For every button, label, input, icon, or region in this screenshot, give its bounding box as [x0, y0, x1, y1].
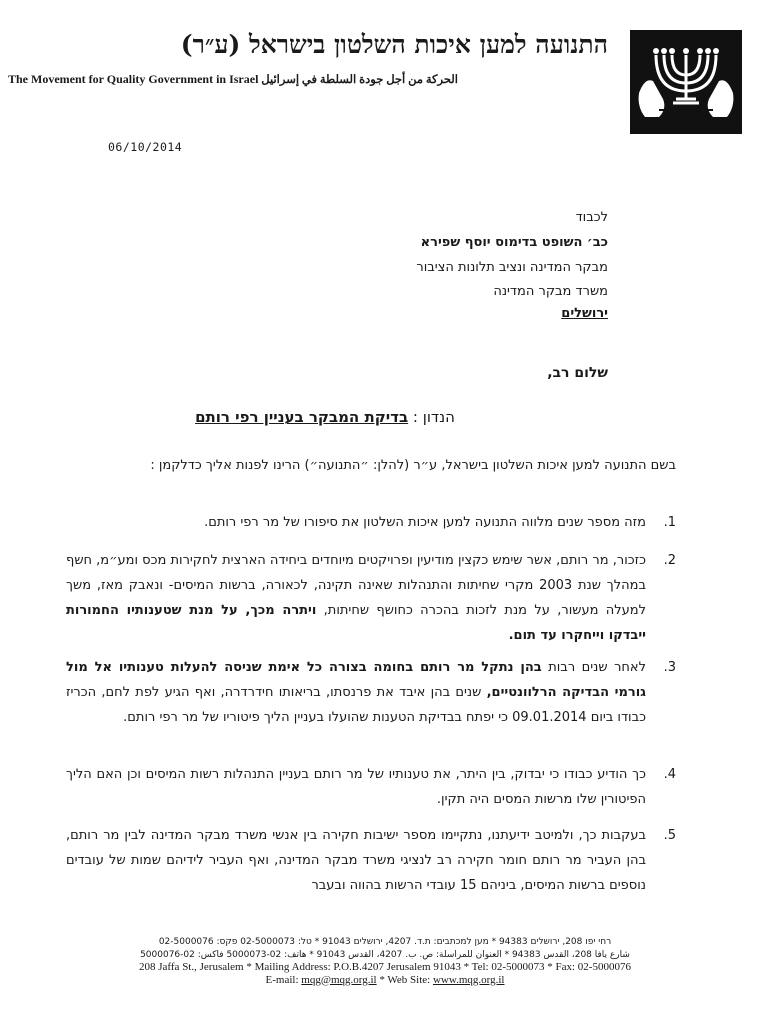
list-item: [66, 823, 676, 898]
item-text-bold: ויתרה מכך, על מנת שטענותיו החמורות ייבדקו וייחקרו עד תום.: [66, 603, 646, 643]
subject-line: [100, 408, 550, 426]
organization-name-english: The Movement for Quality Government in Israel: [8, 72, 259, 86]
item-number: 1.: [663, 515, 676, 530]
letter-date: 06/10/2014: [108, 140, 183, 154]
item-text: מזה מספר שנים מלווה התנועה למען איכות השלטון את סיפורו של מר רפי רותם.: [204, 515, 646, 530]
addressee-title: מבקר המדינה ונציב תלונות הציבור: [416, 260, 608, 275]
list-item: [66, 655, 676, 730]
addressee-name: כב׳ השופט בדימוס יוסף שפירא: [420, 235, 608, 250]
item-text-bold: בהן נתקל מר רותם בחומה בצורה כל אימת שניסה להעלות טענותיו אל מול גורמי הבדיקה הרלוונטיים,: [66, 660, 646, 700]
item-text: [66, 548, 646, 648]
list-item: [66, 548, 676, 648]
addressee-salutation: לכבוד: [575, 210, 608, 225]
item-number: 2.: [663, 553, 676, 568]
email-label: E-mail:: [265, 973, 299, 986]
menorah-emblem-icon: [630, 30, 742, 134]
website-link[interactable]: www.mqg.org.il: [432, 973, 505, 986]
item-number: 5.: [663, 828, 676, 843]
organization-name-hebrew: התנועה למען איכות השלטון בישראל (ע״ר): [180, 30, 608, 59]
subject-prefix: הנדון :: [412, 408, 455, 426]
item-number: 3.: [663, 660, 676, 675]
item-text-regular: לאחר שנים רבות: [548, 660, 646, 675]
greeting: שלום רב,: [547, 365, 608, 381]
list-item: [66, 510, 676, 535]
item-number: 4.: [663, 767, 676, 782]
intro-paragraph: בשם התנועה למען איכות השלטון בישראל, ע״ר (להלן: ״התנועה״) הרינו לפנות אליך כדלקמן :: [150, 458, 676, 473]
item-text-regular: שנים בהן איבד את פרנסתו, בריאותו חידרדרה, ואף הגיע לפת לחם, הכריז כבודו ביום 09.01.2014 כי יפתח בבדיקת הטענות שהועלו בעניין הליך פיטוריו של מר רפי רותם.: [66, 685, 646, 725]
item-text: [66, 655, 646, 730]
item-text-regular: כזכור, מר רותם, אשר שימש כקצין מודיעין ופרויקטים מיוחדים ביחידה הארצית לחקירות מכס ומע״מ, חשף במהלך שנת 2003 מקרי שחיתות והתנהלות שאינה תקינה, לכאורה, ברשות המיסים- ונאבק מאז, משך למעלה מעשור, על מנת לזכות בהכרה כחושף שחיתות,: [66, 553, 646, 618]
website-label: * Web Site:: [379, 973, 431, 986]
subject-topic: בדיקת המבקר בעניין רפי רותם: [195, 408, 409, 426]
list-item: [66, 762, 676, 812]
footer-english-address: 208 Jaffa St., Jerusalem * Mailing Address: P.O.B.4207 Jerusalem 91043 * Tel: 02-5000073 * Fax: 02-5000076: [139, 961, 631, 973]
organization-name-arabic: الحركة من أجل جودة السلطة في إسرائيل: [261, 74, 458, 86]
addressee-city: ירושלים: [561, 306, 608, 321]
letterhead-footer: [110, 936, 660, 986]
item-text: בעקבות כך, ולמיטב ידיעתנו, נתקיימו מספר ישיבות חקירה בין אנשי משרד מבקר המדינה לבין מר רותם, בהן העביר מר רותם חומר חקירה רב לנציגי משרד מבקר המדינה, ואף העביר לידיהם שמות של עובדים נוספים ברשות המיסים, ביניהם 15 עובדי הרשות בהווה ובעבר: [66, 828, 646, 893]
footer-contact: [110, 974, 660, 987]
email-link[interactable]: mqg@mqg.org.il: [301, 973, 377, 986]
item-text: כך הודיע כבודו כי יבדוק, בין היתר, את טענותיו של מר רותם בעניין התנהלות רשות המיסים וכן האם הליך הפיטורין שלו מרשות המסים היה תקין.: [66, 767, 646, 807]
footer-arabic-address: شارع يافا 208، القدس 94383 * العنوان للمراسلة: ص. ب. 4207، القدس 91043 * هاتف: 02-5000073 فاكس: 02-5000076: [140, 949, 630, 960]
organization-name-en-ar: [8, 72, 608, 87]
addressee-office: משרד מבקר המדינה: [493, 284, 608, 299]
footer-hebrew-address: רחי יפו 208, ירושלים 94383 * מען למכתבים: ת.ד. 4207, ירושלים 91043 * טל: 02-5000073 פקס: 02-5000076: [158, 937, 612, 947]
